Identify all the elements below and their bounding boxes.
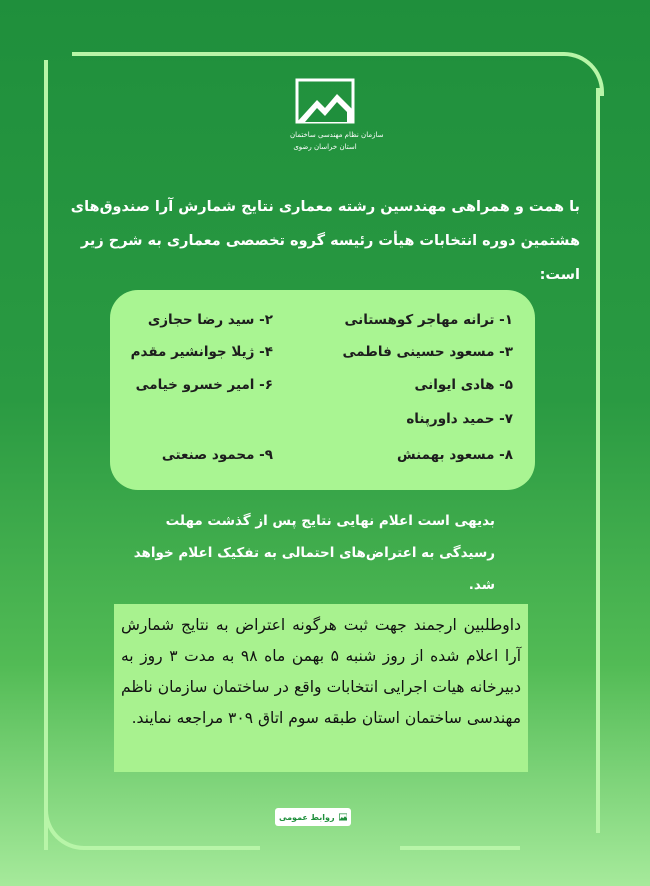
candidate-7: ۷- حمید داورپناه — [406, 411, 513, 427]
candidate-9: ۹- محمود صنعتی — [161, 447, 273, 463]
candidate-2: ۲- سید رضا حجازی — [147, 312, 273, 328]
objection-box — [114, 604, 528, 772]
footer-logo — [275, 808, 351, 826]
candidate-4: ۴- ژیلا جوانشیر مقدم — [130, 344, 273, 360]
headline: با همت و همراهی مهندسین رشته معماری نتایج شمارش آرا صندوق‌های هشتمین دوره انتخابات هیأت رئیسه گروه تخصصی معماری به شرح زیر است: — [70, 199, 580, 283]
candidate-3: ۳- مسعود حسینی فاطمی — [342, 344, 513, 360]
candidate-8: ۸- مسعود بهمنش — [397, 447, 513, 463]
frame-left — [44, 60, 48, 850]
frame-bottom-line-right — [400, 846, 520, 850]
frame-bottom-line — [100, 846, 260, 850]
objection-text: داوطلبین ارجمند جهت ثبت هرگونه اعتراض به نتایج شمارش آرا اعلام شده از روز شنبه ۵ بهمن ماه ۹۸ به مدت ۳ روز به دبیرخانه هیات اجرایی انتخابات واقع در ساختمان سازمان ناظم مهندسی ساختمان استان طبقه سوم اتاق ۳۰۹ مراجعه نمایند. — [121, 616, 522, 727]
frame-right — [596, 88, 600, 833]
candidate-5: ۵- هادی ایوانی — [414, 377, 513, 393]
building-small-icon — [339, 812, 347, 822]
candidate-1: ۱- ترانه مهاجر کوهستانی — [344, 312, 513, 328]
footer-label: روابط عمومی — [279, 812, 335, 822]
candidates-box — [110, 290, 535, 490]
logo-caption-line1: سازمان نظام مهندسی ساختمان — [290, 131, 384, 139]
logo-caption-line2: استان خراسان رضوی — [293, 143, 357, 151]
organization-logo — [290, 78, 384, 173]
building-logo-icon — [295, 78, 355, 124]
frame-bottom-corner — [44, 780, 104, 850]
candidate-6: ۶- امیر خسرو خیامی — [135, 377, 273, 393]
results-note: بدیهی است اعلام نهایی نتایج پس از گذشت مهلت رسیدگی به اعتراض‌های احتمالی به تفکیک اعلام خواهد شد. — [133, 513, 495, 593]
